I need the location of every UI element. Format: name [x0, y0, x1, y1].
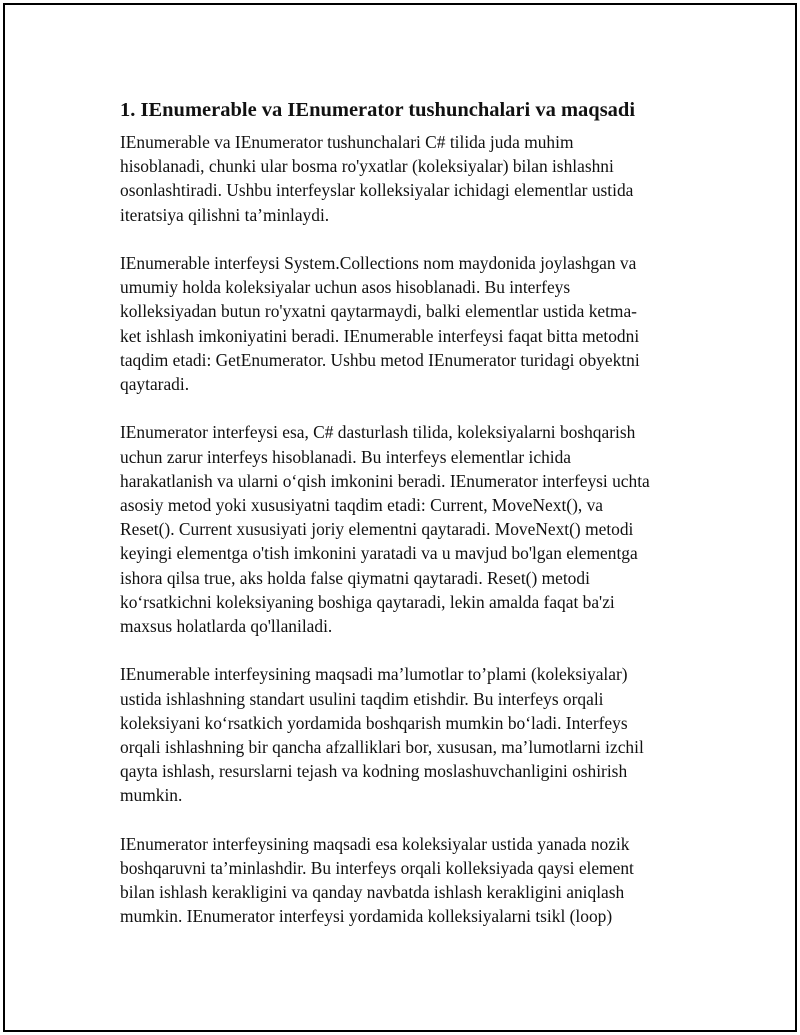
text-line: boshqaruvni ta’minlashdir. Bu interfeys orqali kolleksiyada qaysi element: [120, 858, 634, 879]
text-line: kolleksiyadan butun ro'yxatni qaytarmaydi, balki elementlar ustida ketma-: [120, 301, 637, 322]
text-line: koleksiyani ko‘rsatkich yordamida boshqarish mumkin bo‘ladi. Interfeys: [120, 712, 628, 733]
text-line: asosiy metod yoki xususiyatni taqdim etadi: Current, MoveNext(), va: [120, 495, 603, 516]
text-line: qayta ishlash, resurslarni tejash va kodning moslashuvchanligini oshirish: [120, 761, 628, 782]
text-line: hisoblanadi, chunki ular bosma ro'yxatlar (koleksiyalar) bilan ishlashni: [120, 156, 614, 177]
text-line: keyingi elementga o'tish imkonini yaratadi va u mavjud bo'lgan elementga: [120, 543, 638, 564]
text-line: IEnumerable va IEnumerator tushunchalari C# tilida juda muhim: [120, 132, 574, 152]
paragraph-intro: [120, 130, 695, 227]
text-line: IEnumerator interfeysining maqsadi esa koleksiyalar ustida yanada nozik: [120, 833, 630, 854]
text-line: ket ishlash imkoniyatini beradi. IEnumerable interfeysi faqat bitta metodni: [120, 325, 640, 346]
page-frame: [3, 3, 797, 1032]
text-line: Reset(). Current xususiyati joriy elementni qaytaradi. MoveNext() metodi: [120, 519, 634, 540]
text-line: maxsus holatlarda qo'llaniladi.: [120, 616, 333, 637]
text-line: taqdim etadi: GetEnumerator. Ushbu metod IEnumerator turidagi obyektni: [120, 349, 640, 370]
text-line: iteratsiya qilishni ta’minlaydi.: [120, 204, 330, 225]
text-line: mumkin.: [120, 785, 183, 806]
text-line: qaytaradi.: [120, 374, 190, 395]
document-body: [120, 96, 695, 929]
paragraph-ienumerable: [120, 251, 695, 396]
text-line: ko‘rsatkichni koleksiyaning boshiga qaytaradi, lekin amalda faqat ba'zi: [120, 591, 615, 612]
text-line: IEnumerable interfeysining maqsadi ma’lumotlar to’plami (koleksiyalar): [120, 664, 628, 685]
text-line: IEnumerable interfeysi System.Collections nom maydonida joylashgan va: [120, 253, 637, 273]
text-line: bilan ishlash kerakligini va qanday navbatda ishlash kerakligini aniqlash: [120, 882, 625, 903]
text-line: mumkin. IEnumerator interfeysi yordamida kolleksiyalarni tsikl (loop): [120, 906, 613, 927]
paragraph-ienumerator: [120, 420, 695, 638]
text-line: ishora qilsa true, aks holda false qiymatni qaytaradi. Reset() metodi: [120, 567, 590, 588]
text-line: harakatlanish va ularni o‘qish imkonini beradi. IEnumerator interfeysi uchta: [120, 470, 650, 491]
text-line: ustida ishlashning standart usulini taqdim etishdir. Bu interfeys orqali: [120, 688, 604, 709]
text-line: umumiy holda koleksiyalar uchun asos hisoblanadi. Bu interfeys: [120, 277, 571, 298]
paragraph-ienumerable-purpose: [120, 662, 695, 807]
text-line: orqali ishlashning bir qancha afzalliklari bor, xususan, ma’lumotlarni izchil: [120, 737, 644, 758]
text-line: IEnumerator interfeysi esa, C# dasturlash tilida, koleksiyalarni boshqarish: [120, 422, 636, 443]
section-heading: 1. IEnumerable va IEnumerator tushunchalari va maqsadi: [120, 99, 636, 121]
text-line: osonlashtiradi. Ushbu interfeyslar kolleksiyalar ichidagi elementlar ustida: [120, 180, 634, 201]
paragraph-ienumerator-purpose: [120, 832, 695, 929]
text-line: uchun zarur interfeys hisoblanadi. Bu interfeys elementlar ichida: [120, 446, 572, 467]
